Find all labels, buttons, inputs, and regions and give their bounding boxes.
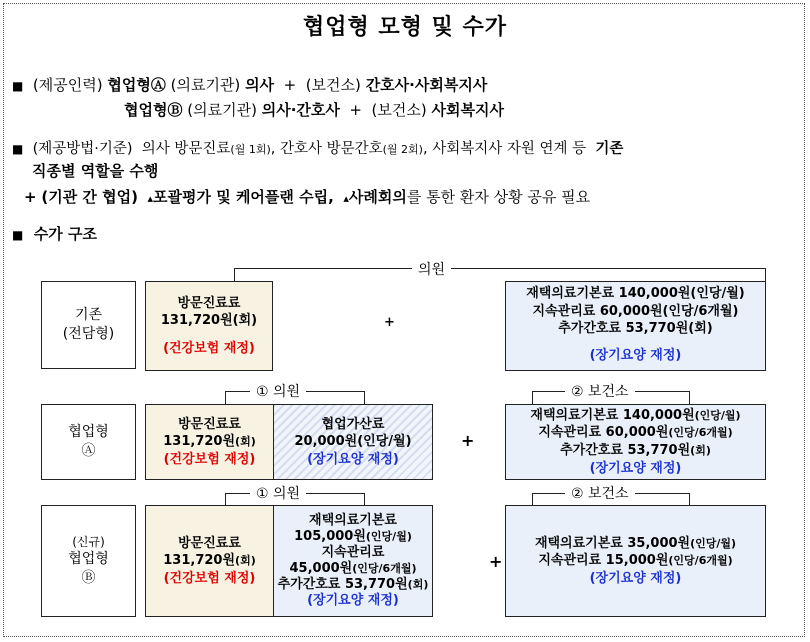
row2-label: [41, 404, 136, 480]
method-text: , 간호사 방문간호: [270, 141, 383, 157]
row1-label-line: (전담형): [62, 326, 115, 342]
fee-line-unit: (인당/6개월): [352, 562, 417, 575]
type-b-label: 협업형Ⓑ: [124, 101, 183, 119]
fee-line: 재택의료기본료 140,000원(인당/월): [526, 286, 745, 301]
plus-sign: +: [349, 101, 362, 119]
bracket-tick: [234, 268, 235, 281]
fee-line-value: 105,000원: [294, 529, 366, 545]
bracket-tick: [689, 493, 690, 505]
bracket-tick: [765, 268, 766, 281]
row3-label-line: (신규): [72, 535, 105, 550]
fee-amount: 131,720원(회): [160, 313, 258, 329]
bullet-fee-structure: [12, 223, 97, 244]
funding-health-insurance: (건강보험 재정): [163, 570, 256, 586]
org-label: (보건소): [305, 76, 361, 94]
row3-header-clinic: ① 의원: [250, 483, 306, 503]
bracket-tick: [532, 391, 533, 404]
fee-line-unit: (회): [407, 577, 429, 591]
method-text-bold: 기존: [595, 141, 624, 157]
method-frequency: (월 2회): [382, 143, 423, 156]
row2-header-health-center: ② 보건소: [565, 381, 635, 401]
method-text: 의사 방문진료: [141, 141, 231, 157]
type-a-label: 협업형Ⓐ: [107, 76, 166, 94]
fee-amount-value: 131,720원: [163, 434, 236, 450]
bracket-tick: [689, 391, 690, 404]
square-bullet-icon: ■: [12, 79, 24, 93]
fee-line: 재택의료기본료: [309, 513, 397, 529]
funding-ltc: (장기요양 재정): [589, 570, 682, 586]
square-bullet-icon: ■: [12, 228, 24, 242]
role-label: 간호사·사회복지사: [365, 76, 488, 94]
fee-line-value: 재택의료기본료 140,000원: [530, 407, 695, 423]
fee-line-value: 지속관리료 60,000원: [538, 425, 669, 441]
row1-home-care-box: [505, 281, 766, 371]
plus-sign: +: [489, 552, 503, 571]
bracket-tick: [364, 493, 365, 505]
page-title: 협업형 모형 및 수가: [303, 15, 507, 40]
row2-home-care-box: [505, 404, 766, 480]
fee-line: [538, 424, 732, 442]
fee-name: 협업가산료: [321, 416, 385, 432]
bracket-tick: [225, 493, 226, 505]
collab-text: 를 통한 환자 상황 공유 필요: [406, 188, 591, 206]
fee-amount: 20,000원(인당/월): [294, 434, 412, 450]
funding-ltc: (장기요양 재정): [307, 592, 399, 608]
plus-sign: +: [461, 431, 475, 450]
fee-line-value: 추가간호료 53,770원: [560, 443, 691, 458]
fee-line: [290, 561, 417, 577]
row3-home-care-health-center-box: [505, 505, 766, 617]
funding-health-insurance: (건강보험 재정): [163, 451, 256, 467]
collab-text: 포괄평가 및 케어플랜 수립,: [153, 188, 334, 206]
row1-visit-fee-box: [145, 281, 273, 371]
funding-ltc: (장기요양 재정): [589, 347, 682, 363]
row2-label-line: 협업형: [68, 424, 109, 441]
square-bullet-icon: ■: [12, 142, 24, 156]
method-text: , 사회복지사 자원 연계 등: [422, 141, 587, 157]
fee-structure-heading: 수가 구조: [33, 225, 97, 243]
fee-line: [530, 407, 740, 425]
funding-health-insurance: (건강보험 재정): [163, 340, 255, 356]
fee-line-unit: (인당/월): [694, 408, 741, 422]
fee-line-unit: (인당/월): [690, 536, 737, 550]
collab-heading: (기관 간 협업): [41, 188, 138, 206]
row3-visit-fee-box: [145, 505, 274, 617]
bracket-tick: [225, 391, 226, 404]
row1-label-line: 기존: [74, 307, 103, 324]
fee-amount-value: 131,720원: [163, 553, 236, 569]
row2-label-line: Ⓐ: [81, 443, 96, 459]
row1-header: 의원: [412, 259, 451, 279]
org-label: (보건소): [371, 101, 427, 119]
fee-line: [278, 577, 429, 593]
row3-header-health-center: ② 보건소: [565, 483, 635, 503]
bullet-collab-line: [24, 186, 590, 207]
fee-amount-unit: (회): [235, 435, 256, 449]
fee-line-value: 재택의료기본료 35,000원: [534, 535, 691, 551]
row2-collab-fee-box: [273, 404, 433, 480]
method-frequency: (월 1회): [230, 143, 271, 156]
bracket-line: [234, 268, 766, 269]
method-heading: (제공방법·기준): [32, 141, 133, 157]
fee-line-unit: (인당/6개월): [668, 426, 733, 440]
collab-text: 사례회의: [348, 188, 407, 206]
bullet-staff-line2: [124, 99, 504, 120]
fee-amount: [163, 552, 255, 570]
row3-label: [41, 505, 136, 617]
role-label: 의사·간호사: [261, 101, 340, 119]
triangle-icon: ▴: [343, 192, 349, 205]
row2-header-clinic: ① 의원: [250, 381, 306, 401]
bracket-tick: [532, 493, 533, 505]
fee-line: 지속관리료: [321, 545, 385, 561]
fee-line-value: 45,000원: [289, 561, 353, 576]
bullet-method-line1: [12, 137, 623, 158]
bracket-tick: [364, 391, 365, 404]
fee-line: 지속관리료 60,000원(인당/6개월): [532, 303, 739, 319]
row3-label-line: 협업형: [68, 551, 109, 568]
plus-sign: +: [283, 76, 297, 94]
fee-amount: [163, 433, 255, 451]
org-label: (의료기관): [170, 76, 241, 94]
role-label: 사회복지사: [431, 101, 504, 119]
fee-line-value: 추가간호료 53,770원: [277, 576, 408, 592]
funding-ltc: (장기요양 재정): [307, 451, 399, 467]
fee-line: 추가간호료 53,770원(회): [558, 321, 713, 337]
staff-heading: (제공인력): [32, 76, 103, 94]
org-label: (의료기관): [187, 101, 257, 119]
row1-label: [41, 281, 136, 369]
fee-name: 방문진료료: [178, 535, 241, 551]
triangle-icon: ▴: [147, 192, 154, 205]
funding-ltc: (장기요양 재정): [589, 460, 682, 476]
bullet-method-line2: 직종별 역할을 수행: [32, 162, 159, 180]
row3-home-care-clinic-box: [273, 505, 433, 617]
row3-label-line: Ⓑ: [81, 570, 96, 587]
bullet-staff-line1: [12, 74, 487, 95]
role-label: 의사: [245, 76, 275, 94]
fee-line-unit: (인당/월): [365, 530, 412, 544]
fee-line: [535, 535, 736, 553]
plus-sign: +: [384, 315, 395, 330]
fee-amount-unit: (회): [235, 554, 256, 568]
fee-line-unit: (인당/6개월): [668, 554, 733, 568]
row2-visit-fee-box: [145, 404, 274, 480]
fee-line: [294, 529, 412, 545]
fee-name: 방문진료료: [177, 295, 241, 311]
plus-sign: +: [24, 188, 37, 206]
fee-line-unit: (회): [690, 444, 711, 457]
fee-line-value: 지속관리료 15,000원: [538, 553, 669, 569]
fee-name: 방문진료료: [178, 416, 241, 432]
fee-line: [538, 552, 732, 570]
fee-line: [560, 442, 711, 460]
